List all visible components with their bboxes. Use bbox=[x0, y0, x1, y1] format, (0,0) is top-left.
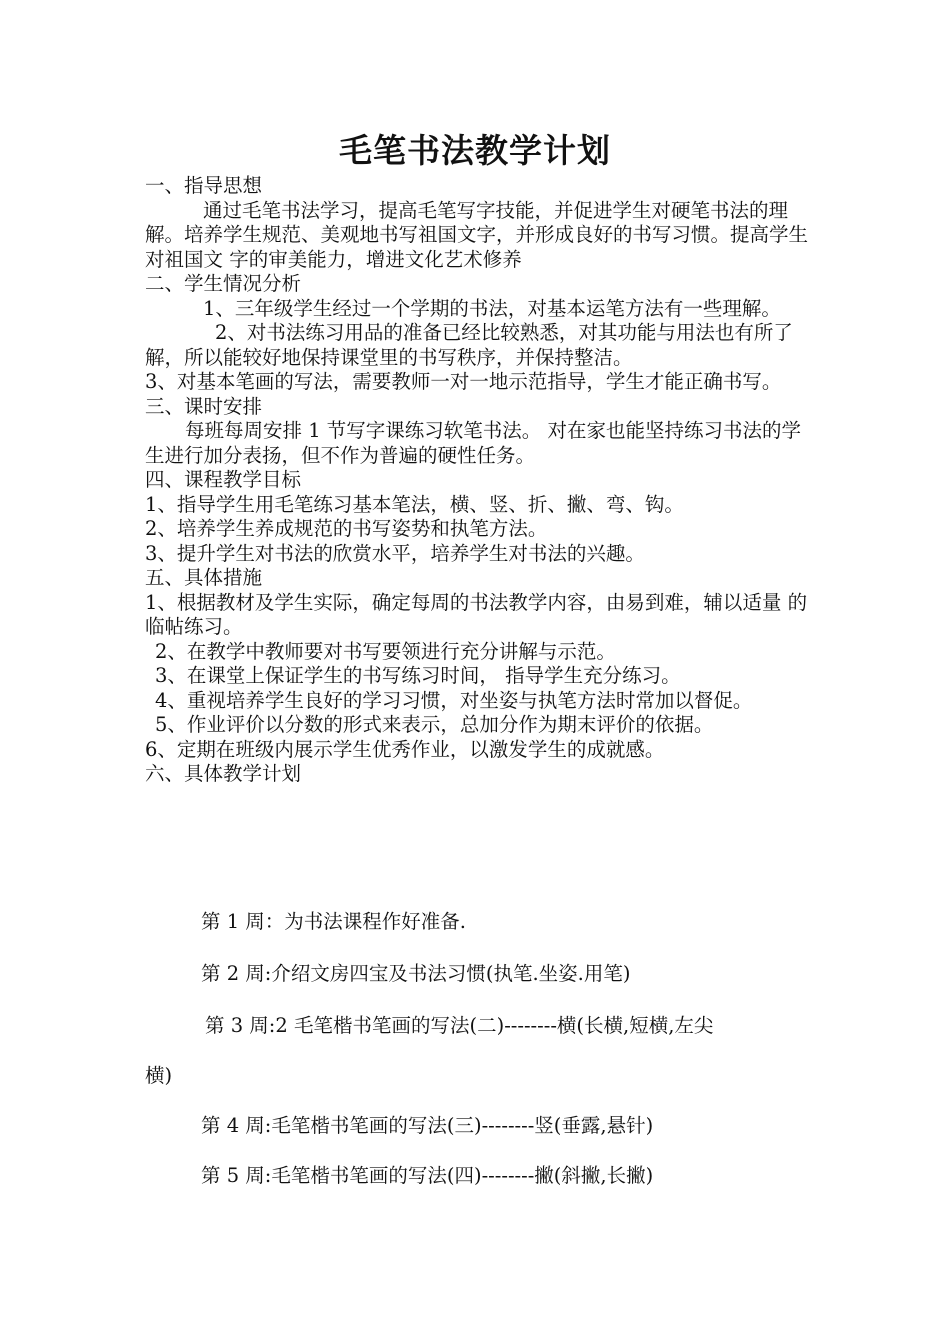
measure-item-2: 2、在教学中教师要对书写要领进行充分讲解与示范。 bbox=[155, 639, 616, 663]
document-body bbox=[145, 174, 810, 787]
section-heading-2: 二、学生情况分析 bbox=[145, 272, 302, 295]
week-4: 第 4 周:毛笔楷书笔画的写法(三)--------竖(垂露,悬针) bbox=[201, 1114, 654, 1137]
goal-item-2: 2、培养学生养成规范的书写姿势和执笔方法。 bbox=[145, 517, 548, 540]
measure-item-3: 3、在课堂上保证学生的书写练习时间， 指导学生充分练习。 bbox=[155, 664, 681, 687]
paragraph-student-1: 1、三年级学生经过一个学期的书法，对基本运笔方法有一些理解。 bbox=[203, 296, 781, 320]
section-heading-4: 四、课程教学目标 bbox=[145, 468, 302, 491]
paragraph-student-2: 2、对书法练习用品的准备已经比较熟悉，对其功能与用法也有所了解，所以能较好地保持课堂里的书写秩序，并保持整洁。 bbox=[145, 321, 793, 369]
week-3-continued: 横) bbox=[145, 1064, 173, 1087]
goal-item-3: 3、提升学生对书法的欣赏水平，培养学生对书法的兴趣。 bbox=[145, 541, 645, 565]
week-1: 第 1 周：为书法课程作好准备. bbox=[201, 910, 467, 933]
paragraph-guiding-idea: 通过毛笔书法学习，提高毛笔写字技能，并促进学生对硬笔书法的理解。培养学生规范、美观地书写祖国文字，并形成良好的书写习惯。提高学生对祖国文 字的审美能力，增进文化艺术修养 bbox=[145, 198, 809, 271]
measure-item-1: 1、根据教材及学生实际，确定每周的书法教学内容，由易到难，辅以适量 的临帖练习。 bbox=[145, 590, 808, 638]
measure-item-4: 4、重视培养学生良好的学习习惯，对坐姿与执笔方法时常加以督促。 bbox=[155, 688, 753, 712]
paragraph-student-3: 3、对基本笔画的写法，需要教师一对一地示范指导，学生才能正确书写。 bbox=[145, 370, 782, 393]
goal-item-1: 1、指导学生用毛笔练习基本笔法，横、竖、折、撇、弯、钩。 bbox=[145, 492, 684, 516]
week-2: 第 2 周:介绍文房四宝及书法习惯(执笔.坐姿.用笔) bbox=[201, 962, 631, 985]
section-heading-5: 五、具体措施 bbox=[145, 566, 263, 589]
paragraph-schedule: 每班每周安排 1 节写字课练习软笔书法。 对在家也能坚持练习书法的学生进行加分表扬，但不作为普遍的硬性任务。 bbox=[145, 419, 802, 467]
measure-item-6: 6、定期在班级内展示学生优秀作业，以激发学生的成就感。 bbox=[145, 737, 665, 761]
section-heading-3: 三、课时安排 bbox=[145, 394, 263, 418]
measure-item-5: 5、作业评价以分数的形式来表示，总加分作为期末评价的依据。 bbox=[155, 713, 714, 736]
week-3: 第 3 周:2 毛笔楷书笔画的写法(二)--------横(长横,短横,左尖 bbox=[205, 1014, 714, 1037]
section-heading-1: 一、指导思想 bbox=[145, 174, 263, 197]
week-5: 第 5 周:毛笔楷书笔画的写法(四)--------撇(斜撇,长撇) bbox=[201, 1164, 654, 1187]
document-title: 毛笔书法教学计划 bbox=[339, 131, 611, 170]
section-heading-6: 六、具体教学计划 bbox=[145, 762, 302, 785]
